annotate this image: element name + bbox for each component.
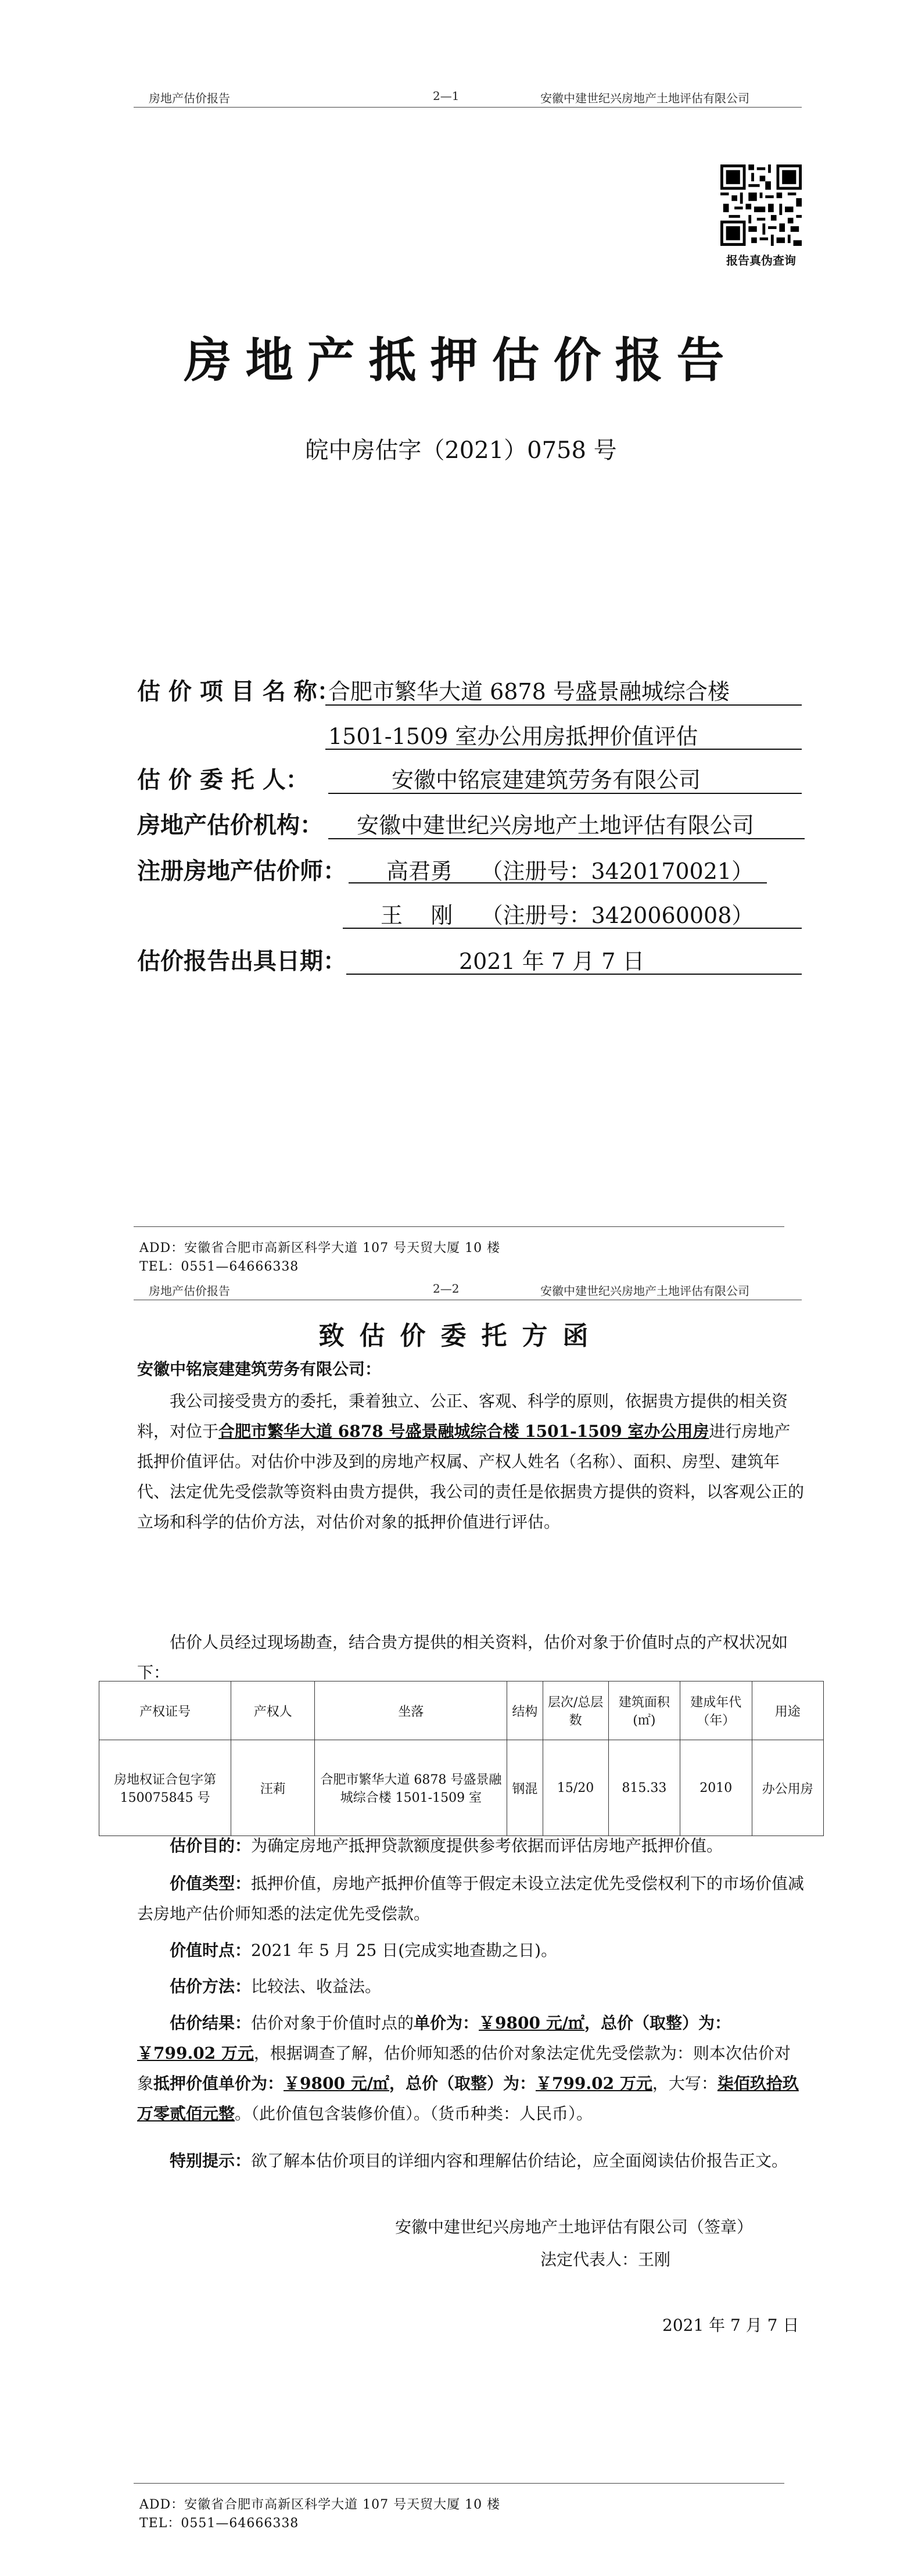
purpose-para [137,1831,805,1861]
page-number: 2—1 [433,89,460,103]
report-title: 房地产抵押估价报告 [184,332,738,388]
value-date-para [137,1935,805,1966]
paragraph-1 [137,1386,805,1537]
legal-representative: 法定代表人：王刚 [540,2250,671,2269]
mortgage-total-label: ，总价（取整）为： [389,2074,536,2093]
salutation: 安徽中铭宸建建筑劳务有限公司： [137,1359,382,1379]
upper-label: ，大写： [652,2074,717,2093]
appraiser-2-underline [343,928,802,929]
cell-cert-no: 房地权证合包字第150075845 号 [99,1740,231,1836]
th-structure: 结构 [507,1681,543,1740]
page-header-right: 安徽中建世纪兴房地产土地评估有限公司 [540,91,749,105]
page-header-left: 房地产估价报告 [149,91,230,105]
page-header-left: 房地产估价报告 [149,1284,230,1298]
page-header-right: 安徽中建世纪兴房地产土地评估有限公司 [540,1284,749,1298]
notice-text: 欲了解本估价项目的详细内容和理解估价结论，应全面阅读估价报告正文。 [251,2151,788,2170]
project-value-line2: 1501-1509 室办公用房抵押价值评估 [328,724,698,749]
appraiser-label: 注册房地产估价师： [137,857,346,885]
report-number: 皖中房估字（2021）0758 号 [305,437,617,464]
th-cert-no: 产权证号 [99,1681,231,1740]
value-type-text: 抵押价值，房地产抵押价值等于假定未设立法定优先受偿权利下的市场价值减去房地产估价师知悉的法定优先受偿款。 [137,1874,805,1923]
org-underline [328,838,805,839]
project-value-line1: 合肥市繁华大道 6878 号盛景融城综合楼 [328,679,730,704]
purpose-label: 估价目的： [170,1836,252,1855]
footer-rule [134,1226,784,1227]
cell-floor: 15/20 [543,1740,608,1836]
value-date-label: 价值时点： [170,1941,252,1960]
total-label: ，总价（取整）为： [584,2013,731,2033]
appraiser-1: 高君勇 （注册号：3420170021） [386,858,754,884]
footer-address: ADD：安徽省合肥市高新区科学大道 107 号天贸大厦 10 楼 [139,2498,501,2512]
property-table [99,1681,824,1836]
result-text-2: ，根据调查了解，估价师知悉的估价对象法定优先受偿款为：则本次估价对象 [137,2044,791,2093]
signature-company: 安徽中建世纪兴房地产土地评估有限公司（签章） [395,2217,754,2237]
mortgage-unit-price: ￥9800 元/㎡ [284,2074,389,2093]
property-address: 合肥市繁华大道 6878 号盛景融城综合楼 1501-1509 室办公用房 [218,1422,709,1441]
value-type-para [137,1869,805,1929]
purpose-text: 为确定房地产抵押贷款额度提供参考依据而评估房地产抵押价值。 [251,1836,723,1855]
org-value: 安徽中建世纪兴房地产土地评估有限公司 [357,813,755,838]
cell-location: 合肥市繁华大道 6878 号盛景融城综合楼 1501-1509 室 [315,1740,507,1836]
notice-label: 特别提示： [170,2151,252,2170]
header-rule [134,107,802,108]
total-price: ￥799.02 万元 [137,2044,254,2063]
client-underline [328,793,802,794]
report-date-value: 2021 年 7 月 7 日 [459,949,645,974]
client-label: 估 价 委 托 人： [137,766,309,793]
project-underline-2 [325,749,802,750]
report-date-label: 估价报告出具日期： [137,947,346,975]
appraiser-1-underline [349,882,767,883]
signature-date: 2021 年 7 月 7 日 [662,2316,799,2335]
amount-in-words: 柒佰玖拾玖万零贰佰元整 [137,2074,799,2123]
footer-rule [134,2483,784,2484]
page-number: 2—2 [433,1282,460,1296]
mortgage-unit-label: 抵押价值单价为： [153,2074,284,2093]
client-value: 安徽中铭宸建建筑劳务有限公司 [392,767,701,793]
cell-use: 办公用房 [752,1740,823,1836]
th-area: 建筑面积(㎡) [608,1681,680,1740]
th-owner: 产权人 [231,1681,315,1740]
footer-address: ADD：安徽省合肥市高新区科学大道 107 号天贸大厦 10 楼 [139,1241,501,1255]
result-para [137,2008,805,2129]
appraiser-2: 王 刚 （注册号：3420060008） [381,903,754,928]
notice-para [137,2146,805,2176]
footer-tel: TEL：0551—64666338 [139,2516,299,2531]
cell-built-year: 2010 [680,1740,752,1836]
cell-owner: 汪莉 [231,1740,315,1836]
paragraph-1-text-a: 我公司接受贵方的委托，秉着独立、公正、客观、科学的原则，依据贵方提供的相关资料，对位于 [137,1391,788,1441]
footer-tel: TEL：0551—64666338 [139,1260,299,1274]
value-type-label: 价值类型： [170,1874,252,1893]
paragraph-2: 估价人员经过现场勘查，结合贵方提供的相关资料，估价对象于价值时点的产权状况如下： [137,1633,788,1682]
th-floor: 层次/总层数 [543,1681,608,1740]
cell-area: 815.33 [608,1740,680,1836]
result-label: 估价结果： [170,2013,252,2033]
method-para [137,1972,805,2002]
project-underline [325,704,802,706]
project-label: 估 价 项 目 名 称： [137,678,340,705]
qr-code-icon[interactable] [720,164,802,246]
paragraph-1-text-c: 进行房地产抵押价值评估。对估价中涉及到的房地产权属、产权人姓名（名称）、面积、房型、建筑年代、法定优先受偿款等资料由贵方提供，我公司的责任是依据贵方提供的资料，以客观公正的立场和科学的估价方法，对估价对象的抵押价值进行评估。 [137,1422,805,1532]
letter-title: 致估价委托方函 [318,1321,604,1351]
unit-price: ￥9800 元/㎡ [479,2013,584,2033]
unit-price-label: 单价为： [414,2013,479,2033]
th-location: 坐落 [315,1681,507,1740]
org-label: 房地产估价机构： [137,811,323,839]
cell-structure: 钢混 [507,1740,543,1836]
date-underline [346,974,802,975]
mortgage-total-price: ￥799.02 万元 [535,2074,652,2093]
result-text-3: 。（此价值包含装修价值）。（货币种类：人民币）。 [235,2104,593,2123]
th-use: 用途 [752,1681,823,1740]
method-label: 估价方法： [170,1977,252,1996]
qr-caption: 报告真伪查询 [726,253,796,267]
value-date-text: 2021 年 5 月 25 日(完成实地查勘之日)。 [251,1941,558,1960]
result-text-1: 估价对象于价值时点的 [251,2013,414,2033]
method-text: 比较法、收益法。 [251,1977,382,1996]
th-built-year: 建成年代（年） [680,1681,752,1740]
